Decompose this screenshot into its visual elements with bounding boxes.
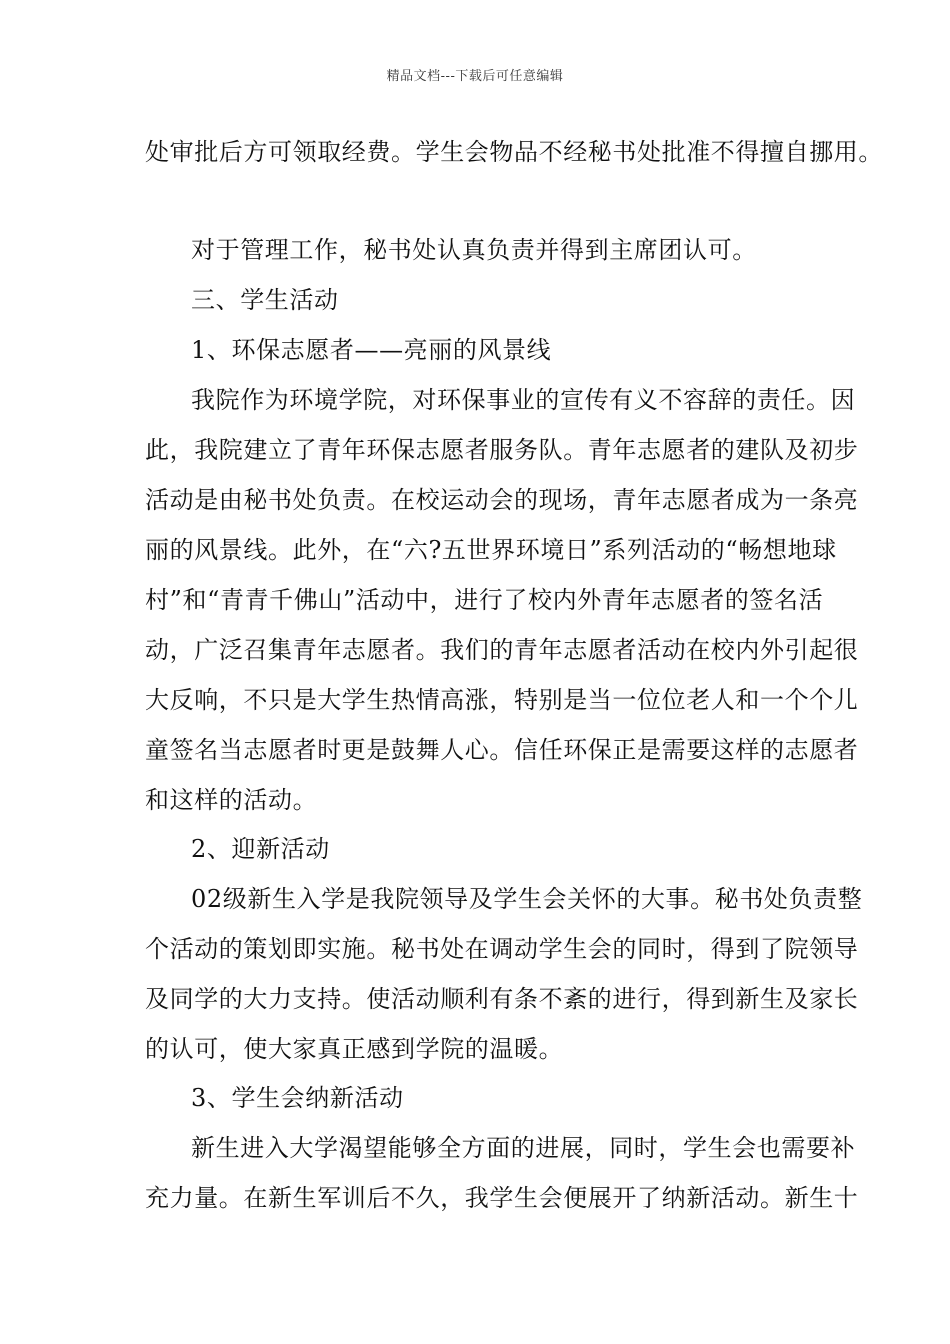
subsection-heading: 1、环保志愿者——亮丽的风景线	[191, 336, 552, 364]
body-line: 及同学的大力支持。使活动顺利有条不紊的进行，得到新生及家长	[145, 985, 859, 1013]
subsection-heading: 3、学生会纳新活动	[191, 1084, 404, 1112]
body-line: 充力量。在新生军训后不久，我学生会便展开了纳新活动。新生十	[145, 1184, 859, 1212]
body-line: 的认可，使大家真正感到学院的温暖。	[145, 1035, 564, 1063]
subsection-heading: 2、迎新活动	[191, 835, 330, 863]
section-heading: 三、学生活动	[191, 286, 339, 314]
body-line: 我院作为环境学院，对环保事业的宣传有义不容辞的责任。因	[191, 386, 856, 414]
body-line: 动，广泛召集青年志愿者。我们的青年志愿者活动在校内外引起很	[145, 636, 859, 664]
body-line: 此，我院建立了青年环保志愿者服务队。青年志愿者的建队及初步	[145, 436, 859, 464]
body-line: 童签名当志愿者时更是鼓舞人心。信任环保正是需要这样的志愿者	[145, 736, 859, 764]
body-line: 02级新生入学是我院领导及学生会关怀的大事。秘书处负责整	[191, 885, 863, 913]
body-line: 活动是由秘书处负责。在校运动会的现场，青年志愿者成为一条亮	[145, 486, 859, 514]
body-line: 大反响，不只是大学生热情高涨，特别是当一位位老人和一个个儿	[145, 686, 859, 714]
body-line: 处审批后方可领取经费。学生会物品不经秘书处批准不得擅自挪用。	[145, 138, 883, 166]
body-line: 和这样的活动。	[145, 786, 318, 814]
body-line: 个活动的策划即实施。秘书处在调动学生会的同时，得到了院领导	[145, 935, 859, 963]
body-line: 对于管理工作，秘书处认真负责并得到主席团认可。	[191, 236, 757, 264]
body-line: 丽的风景线。此外，在“六?五世界环境日”系列活动的“畅想地球	[145, 536, 837, 564]
body-line: 村”和“青青千佛山”活动中，进行了校内外青年志愿者的签名活	[145, 586, 824, 614]
page-header: 精品文档---下载后可任意编辑	[386, 69, 564, 84]
body-line: 新生进入大学渴望能够全方面的进展，同时，学生会也需要补	[191, 1134, 856, 1162]
